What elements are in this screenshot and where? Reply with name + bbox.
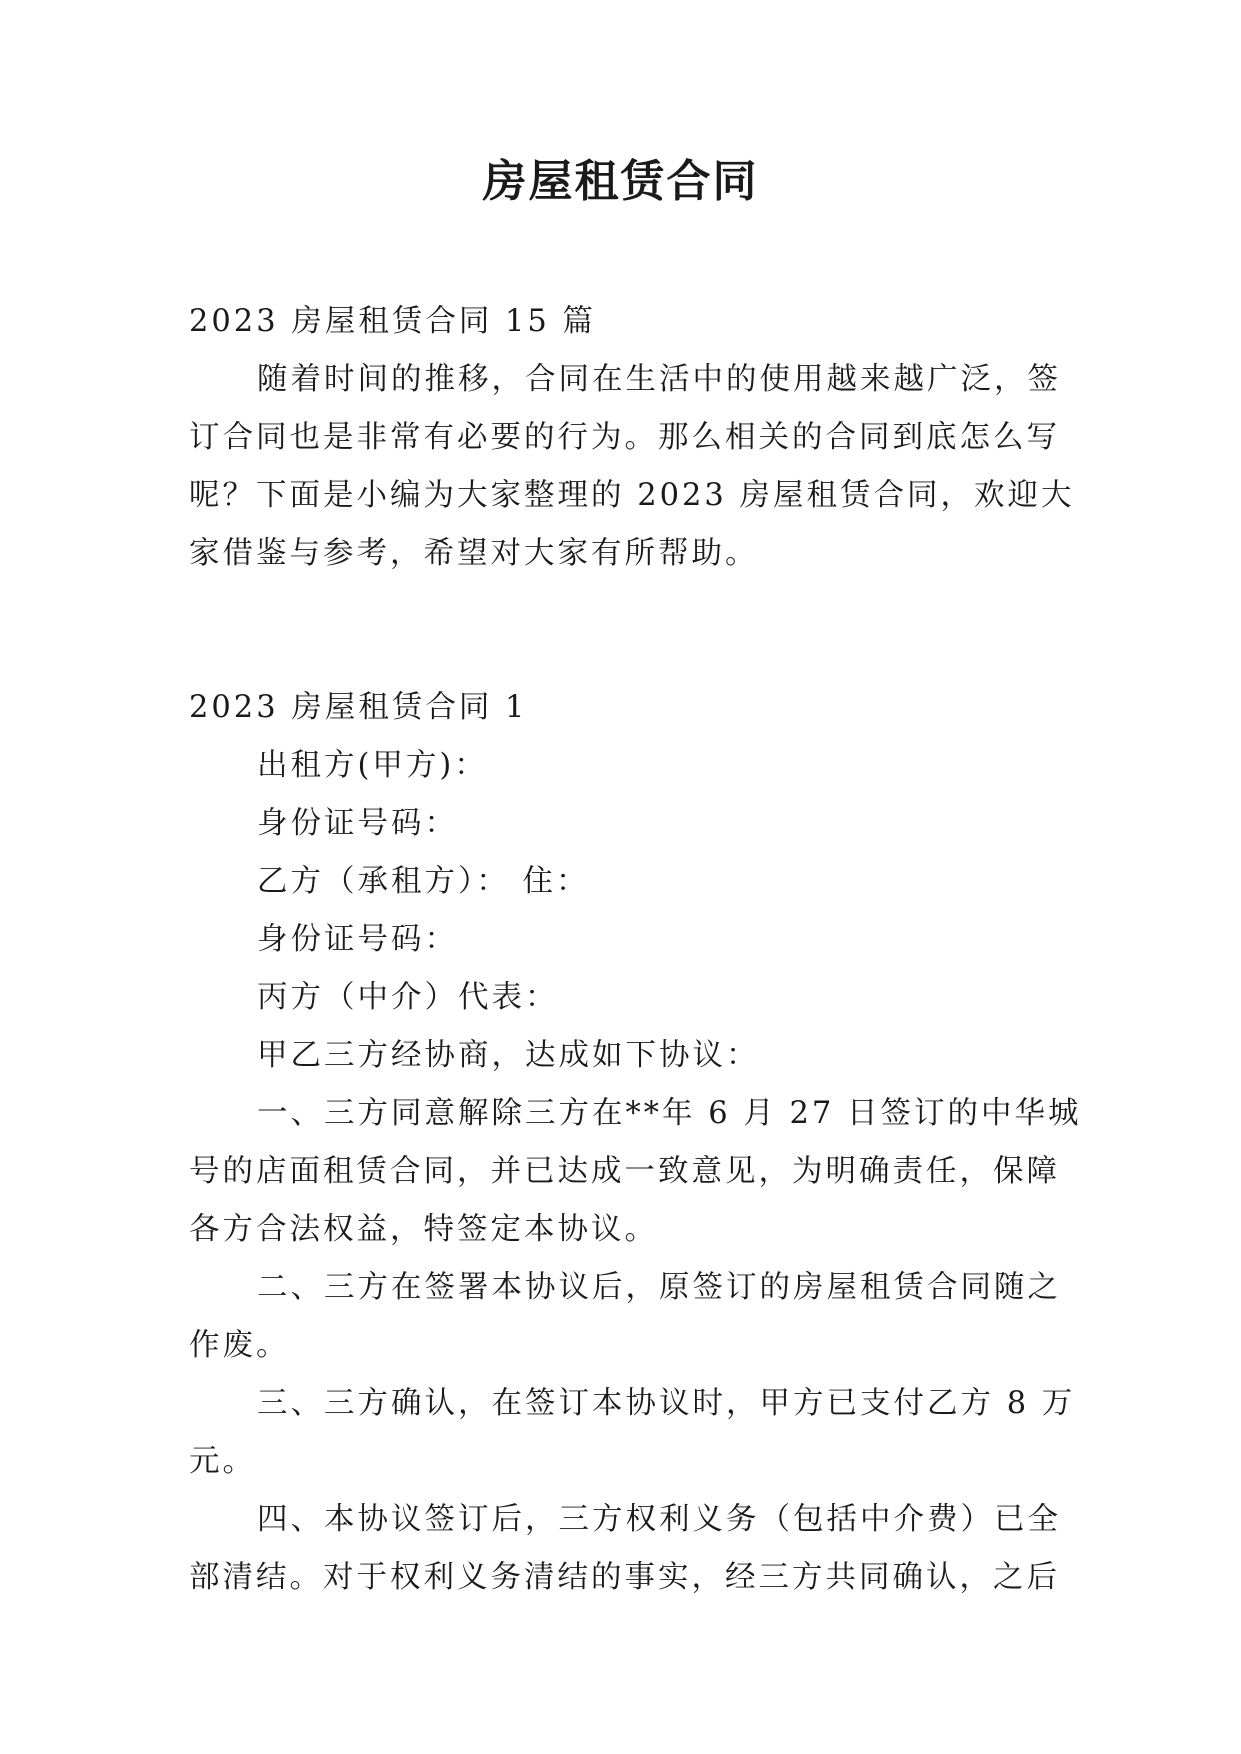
clause-4 (189, 1491, 1064, 1607)
lessor-id-field: 身份证号码： (257, 806, 458, 841)
intro-paragraph (189, 351, 1075, 583)
clause-line: 三、三方确认，在签订本协议时，甲方已支付乙方 8 万 (257, 1386, 1076, 1421)
clause-1 (189, 1085, 1082, 1259)
lessee-field: 乙方（承租方）： 住： (257, 864, 590, 899)
section-spacer (189, 583, 1064, 679)
clause-line: 二、三方在签署本协议后，原签订的房屋租赁合同随之 (257, 1270, 1061, 1305)
document-subtitle: 2023 房屋租赁合同 15 篇 (189, 304, 597, 339)
lessor-field: 出租方(甲方)： (257, 748, 488, 783)
intro-line: 呢？下面是小编为大家整理的 2023 房屋租赁合同，欢迎大 (189, 478, 1075, 513)
intro-line: 随着时间的推移，合同在生活中的使用越来越广泛，签 (257, 362, 1061, 397)
section-heading: 2023 房屋租赁合同 1 (189, 690, 528, 725)
clause-line: 部清结。对于权利义务清结的事实，经三方共同确认，之后 (189, 1560, 1060, 1595)
clause-line: 作废。 (189, 1328, 290, 1363)
clause-line: 四、本协议签订后，三方权利义务（包括中介费）已全 (257, 1502, 1061, 1537)
clause-line: 一、三方同意解除三方在**年 6 月 27 日签订的中华城 (257, 1096, 1082, 1131)
clause-line: 各方合法权益，特签定本协议。 (189, 1212, 658, 1247)
intro-line: 订合同也是非常有必要的行为。那么相关的合同到底怎么写 (189, 420, 1060, 455)
agent-field: 丙方（中介）代表： (257, 980, 559, 1015)
clause-line: 号的店面租赁合同，并已达成一致意见，为明确责任，保障 (189, 1154, 1060, 1189)
intro-line: 家借鉴与参考，希望对大家有所帮助。 (189, 536, 759, 571)
agreement-intro: 甲乙三方经协商，达成如下协议： (257, 1038, 760, 1073)
clause-2 (189, 1259, 1064, 1375)
lessee-id-field: 身份证号码： (257, 922, 458, 957)
document-body (189, 293, 1082, 1607)
document-title: 房屋租赁合同 (482, 156, 759, 207)
clause-line: 元。 (189, 1444, 256, 1479)
clause-3 (189, 1375, 1076, 1491)
